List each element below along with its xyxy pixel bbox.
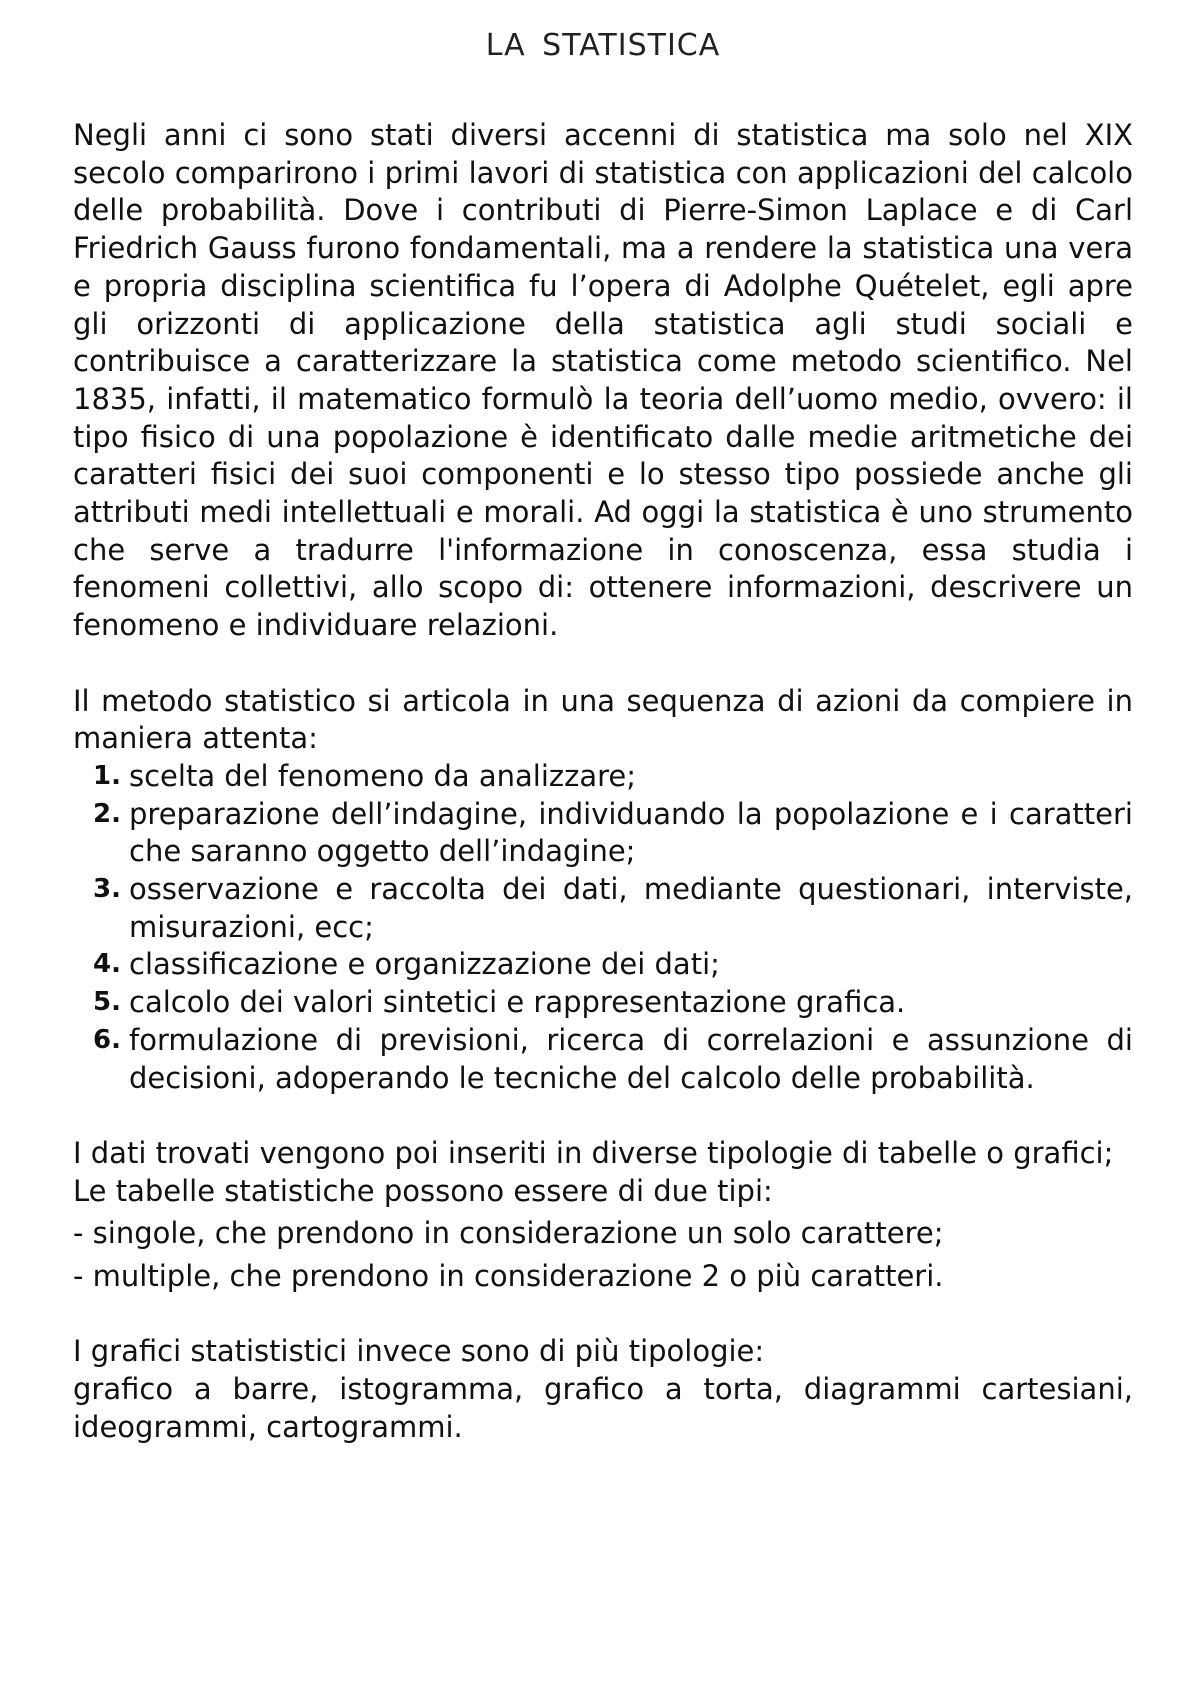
list-item-number: 5. — [93, 987, 121, 1018]
charts-list: grafico a barre, istogramma, grafico a torta, diagrammi cartesiani, ideogrammi, cartogrammi. — [73, 1372, 1133, 1444]
tables-single-item: - singole, che prendono in considerazione un solo carattere; — [73, 1216, 944, 1251]
list-item-number: 6. — [93, 1024, 121, 1055]
list-item — [93, 758, 1133, 796]
paragraph-spacer — [73, 645, 1133, 683]
list-item-text: scelta del fenomeno da analizzare; — [129, 758, 636, 793]
tables-intro: Le tabelle statistiche possono essere di due tipi: — [73, 1173, 773, 1208]
list-item-text: calcolo dei valori sintetici e rappresentazione grafica. — [129, 985, 906, 1020]
method-steps-list — [73, 758, 1133, 1097]
list-item-text: formulazione di previsioni, ricerca di correlazioni e assunzione di decisioni, adoperando le tecniche del calcolo delle probabilità. — [129, 1022, 1133, 1095]
paragraph-spacer — [73, 1097, 1133, 1135]
list-item — [93, 984, 1133, 1022]
method-paragraph: Il metodo statistico si articola in una sequenza di azioni da compiere in maniera attenta: — [73, 683, 1133, 756]
list-item-text: osservazione e raccolta dei dati, mediante questionari, interviste, misurazioni, ecc; — [129, 872, 1133, 944]
charts-intro: I grafici statististici invece sono di più tipologie: — [73, 1334, 765, 1369]
data-paragraph: I dati trovati vengono poi inseriti in diverse tipologie di tabelle o grafici; — [73, 1135, 1114, 1170]
list-item-number: 2. — [93, 798, 121, 829]
list-item-number: 3. — [93, 874, 121, 905]
list-item — [93, 1022, 1133, 1097]
document-body — [73, 117, 1133, 1447]
list-item-text: preparazione dell’indagine, individuando la popolazione e i caratteri che saranno oggetto dell’indagine; — [129, 796, 1133, 869]
list-item-number: 1. — [93, 760, 121, 791]
list-item — [93, 871, 1133, 946]
page-title: LA STATISTICA — [485, 28, 721, 63]
paragraph-spacer — [73, 1296, 1133, 1334]
list-item — [93, 946, 1133, 984]
intro-paragraph: Negli anni ci sono stati diversi accenni di statistica ma solo nel XIX secolo comparirono i primi lavori di statistica con applicazioni del calcolo delle probabilità. Dove i contributi di Pierre-Simon Laplace e di Carl Friedrich Gauss furono fondamentali, ma a rendere la statistica una vera e propria disciplina scientifica fu l’opera di Adolphe Quételet, egli apre gli orizzonti di applicazione della statistica agli studi sociali e contribuisce a caratterizzare la statistica come metodo scientifico. Nel 1835, infatti, il matematico formulò la teoria dell’uomo medio, ovvero: il tipo fisico di una popolazione è identificato dalle medie aritmetiche dei caratteri fisici dei suoi componenti e lo stesso tipo possiede anche gli attributi medi intellettuali e morali. Ad oggi la statistica è uno strumento che serve a tradurre l'informazione in conoscenza, essa studia i fenomeni collettivi, allo scopo di: ottenere informazioni, descrivere un fenomeno e individuare relazioni. — [73, 118, 1133, 643]
list-item-text: classificazione e organizzazione dei dati; — [129, 947, 720, 982]
list-item — [93, 796, 1133, 871]
list-item-number: 4. — [93, 949, 121, 980]
tables-multiple-item: - multiple, che prendono in considerazione 2 o più caratteri. — [73, 1259, 944, 1294]
